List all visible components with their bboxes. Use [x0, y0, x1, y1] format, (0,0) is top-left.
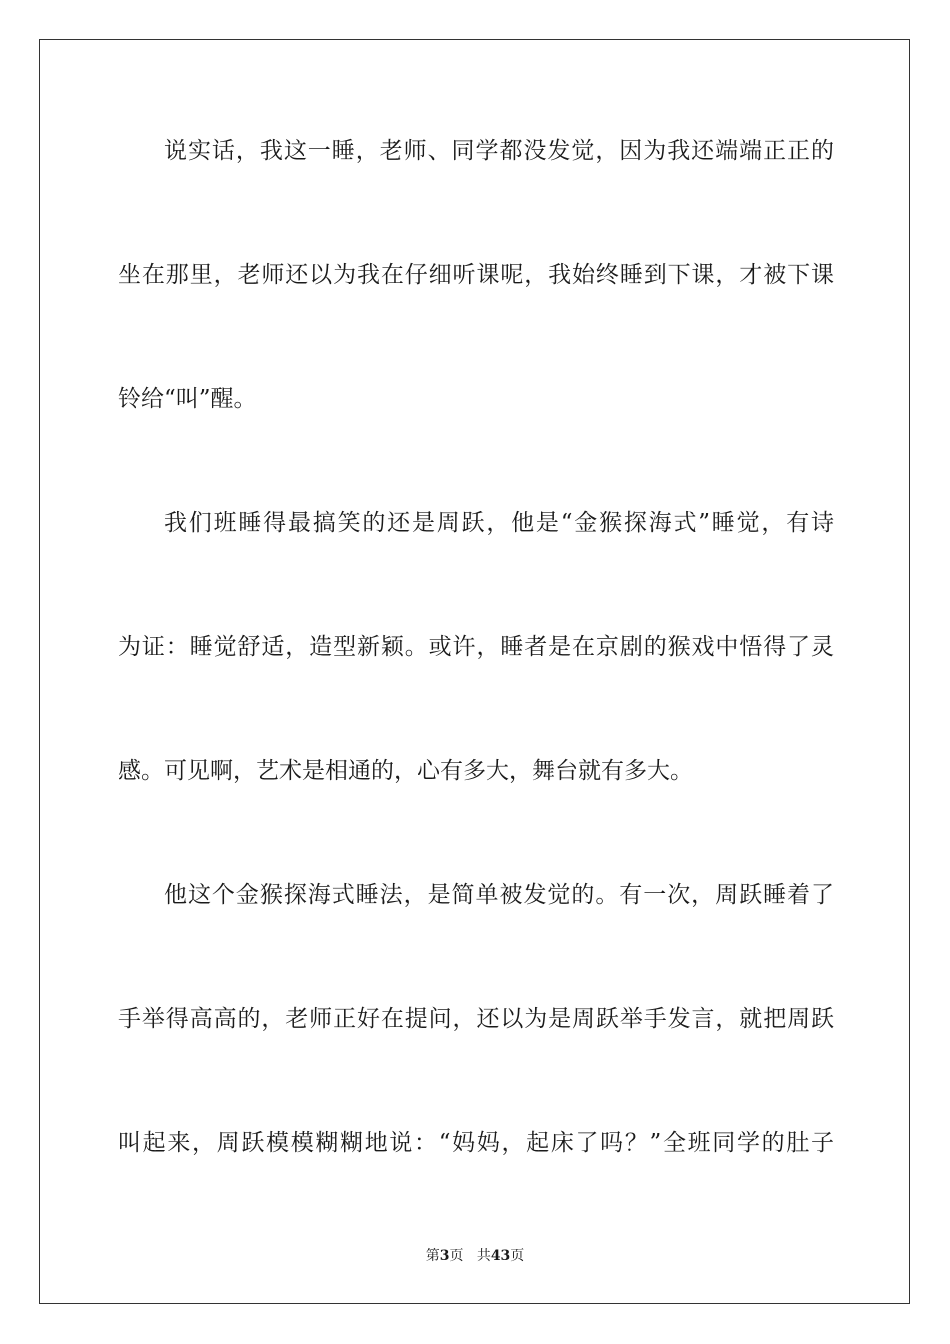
- paragraph-line: 铃给“叫”醒。: [118, 386, 257, 412]
- page-prefix: 第: [425, 1248, 440, 1264]
- paragraph-line: 叫起来，周跃模模糊糊地说：“妈妈，起床了吗？”全班同学的肚子: [118, 1130, 834, 1156]
- paragraph-line: 他这个金猴探海式睡法，是简单被发觉的。有一次，周跃睡着了: [164, 882, 834, 908]
- total-suffix: 页: [510, 1248, 525, 1264]
- page-border: [39, 39, 910, 1304]
- total-prefix: 共: [476, 1248, 491, 1264]
- total-pages: 43: [490, 1248, 511, 1264]
- paragraph-line: 坐在那里，老师还以为我在仔细听课呢，我始终睡到下课，才被下课: [118, 262, 834, 288]
- paragraph-line: 感。可见啊，艺术是相通的，心有多大，舞台就有多大。: [118, 758, 693, 784]
- page-suffix: 页: [449, 1248, 464, 1264]
- paragraph-line: 我们班睡得最搞笑的还是周跃，他是“金猴探海式”睡觉，有诗: [164, 510, 834, 536]
- page-footer: [0, 1247, 950, 1265]
- paragraph-line: 手举得高高的，老师正好在提问，还以为是周跃举手发言，就把周跃: [118, 1006, 834, 1032]
- paragraph-line: 说实话，我这一睡，老师、同学都没发觉，因为我还端端正正的: [164, 138, 834, 164]
- paragraph-line: 为证：睡觉舒适，造型新颖。或许，睡者是在京剧的猴戏中悟得了灵: [118, 634, 834, 660]
- page-number: 3: [439, 1248, 450, 1264]
